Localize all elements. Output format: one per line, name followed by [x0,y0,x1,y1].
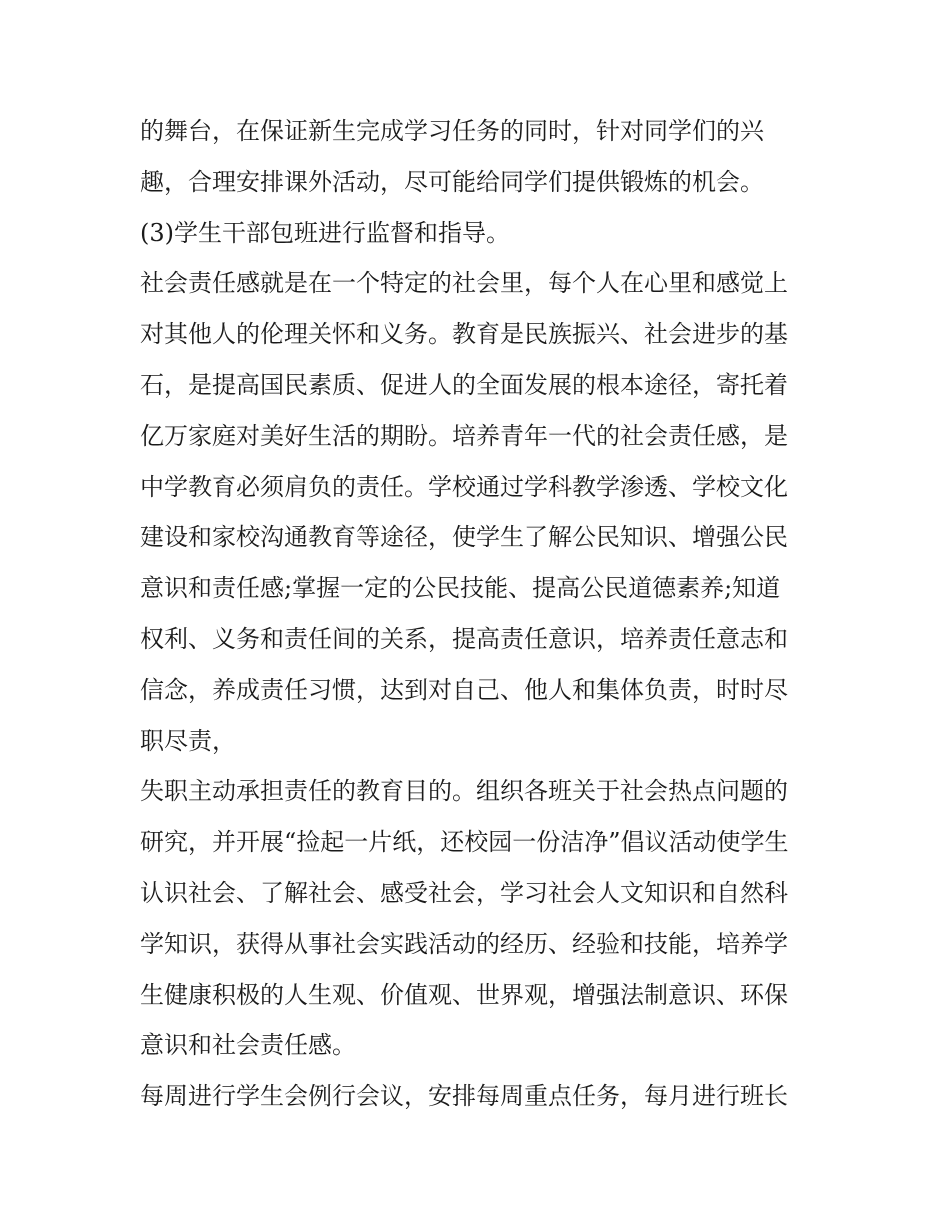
text-line-13: 职尽责， [140,726,236,755]
text-line-14: 失职主动承担责任的教育目的。组织各班关于社会热点问题的 [140,777,788,806]
text-line-12: 信念，养成责任习惯，达到对自己、他人和集体负责，时时尽 [140,675,788,704]
text-line-1: 的舞台，在保证新生完成学习任务的同时，针对同学们的兴 [140,117,764,145]
text-line-15: 研究，并开展“捡起一片纸，还校园一份洁净”倡议活动使学生 [140,828,789,857]
text-line-10: 意识和责任感;掌握一定的公民技能、提高公民道德素养;知道 [140,574,781,603]
text-line-9: 建设和家校沟通教育等途径，使学生了解公民知识、增强公民 [140,523,788,552]
text-line-4: 社会责任感就是在一个特定的社会里，每个人在心里和感觉上 [140,269,788,298]
text-line-19: 意识和社会责任感。 [140,1031,356,1060]
text-line-2: 趣，合理安排课外活动，尽可能给同学们提供锻炼的机会。 [140,167,764,196]
text-line-8: 中学教育必须肩负的责任。学校通过学科教学渗透、学校文化 [140,472,788,501]
text-line-5: 对其他人的伦理关怀和义务。教育是民族振兴、社会进步的基 [140,320,788,349]
text-line-6: 石，是提高国民素质、促进人的全面发展的根本途径，寄托着 [140,370,788,399]
text-line-16: 认识社会、了解社会、感受社会，学习社会人文知识和自然科 [140,878,788,907]
text-line-20: 每周进行学生会例行会议，安排每周重点任务，每月进行班长 [140,1082,788,1111]
text-line-17: 学知识，获得从事社会实践活动的经历、经验和技能，培养学 [140,929,788,958]
body-text [140,106,830,1122]
text-line-7: 亿万家庭对美好生活的期盼。培养青年一代的社会责任感，是 [140,421,788,450]
text-line-3: (3)学生干部包班进行监督和指导。 [140,218,510,247]
text-line-11: 权利、义务和责任间的关系，提高责任意识，培养责任意志和 [140,624,788,653]
text-line-18: 生健康积极的人生观、价值观、世界观，增强法制意识、环保 [140,980,788,1009]
